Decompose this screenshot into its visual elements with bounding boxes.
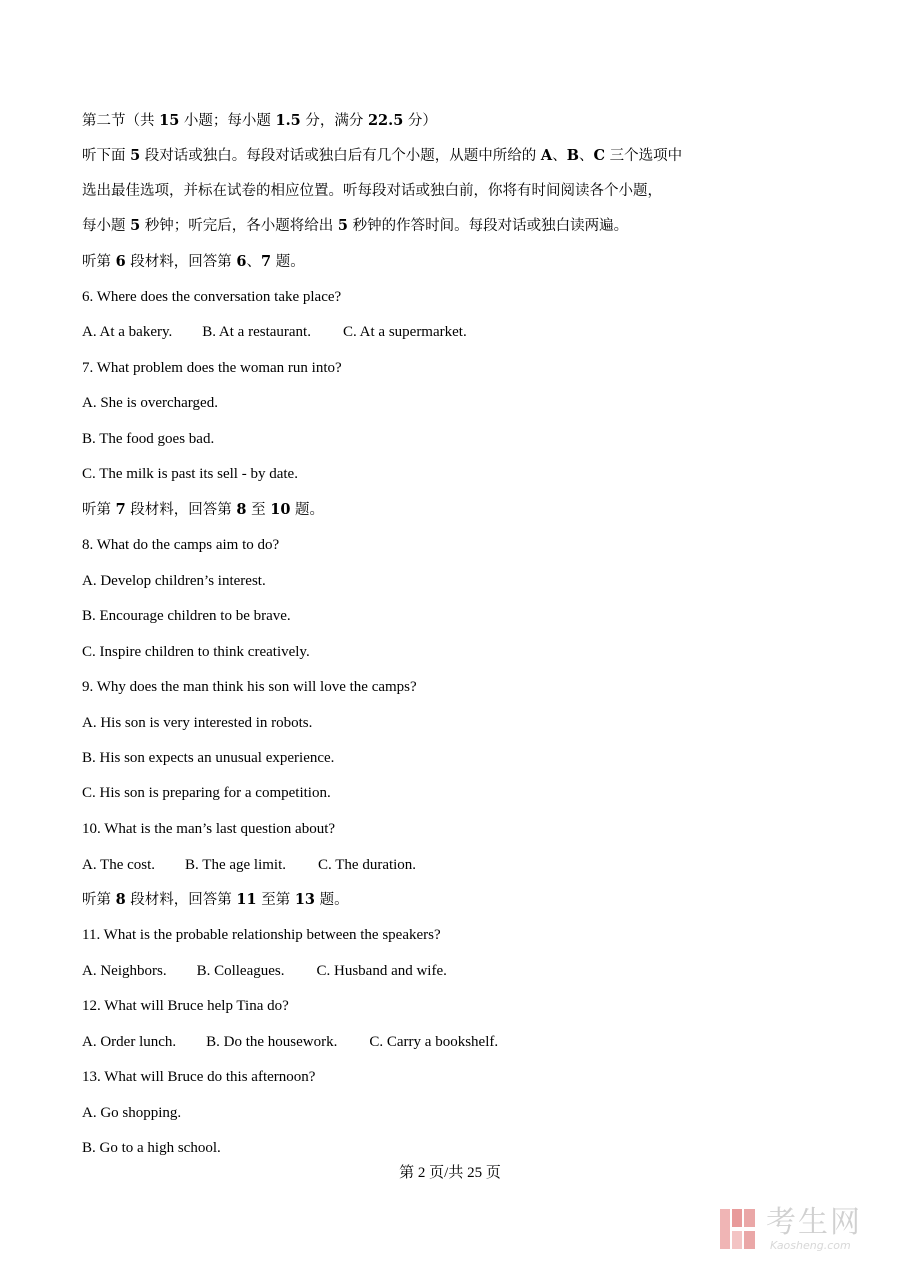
- option-b[interactable]: B. Go to a high school.: [82, 1140, 221, 1156]
- options-row: [82, 322, 467, 342]
- instructions-line-3: 每小题 5 秒钟；听完后，各小题将给出 5 秒钟的作答时间。每段对话或独白读两遍。: [82, 217, 629, 234]
- question-text: 11. What is the probable relationship between the speakers?: [82, 927, 441, 943]
- group-heading: 听第 7 段材料，回答第 8 至 10 题。: [82, 501, 325, 518]
- option-b[interactable]: B. His son expects an unusual experience.: [82, 750, 335, 766]
- option-a[interactable]: A. She is overcharged.: [82, 395, 218, 411]
- option-a[interactable]: A. Neighbors.: [82, 963, 167, 979]
- question-text: 7. What problem does the woman run into?: [82, 360, 342, 376]
- option-c[interactable]: C. At a supermarket.: [342, 324, 467, 340]
- question-text: 9. Why does the man think his son will love the camps?: [82, 679, 417, 695]
- options-row: [82, 961, 447, 981]
- option-b[interactable]: B. Colleagues.: [196, 963, 285, 979]
- option-a[interactable]: A. His son is very interested in robots.: [82, 715, 313, 731]
- question-text: 12. What will Bruce help Tina do?: [82, 998, 289, 1014]
- option-b[interactable]: B. The age limit.: [185, 857, 287, 873]
- question-text: 13. What will Bruce do this afternoon?: [82, 1069, 316, 1085]
- option-c[interactable]: C. The duration.: [318, 857, 417, 873]
- option-c[interactable]: C. His son is preparing for a competition.: [82, 785, 331, 801]
- question-text: 6. Where does the conversation take place?: [82, 289, 342, 305]
- option-b[interactable]: B. The food goes bad.: [82, 431, 215, 447]
- option-c[interactable]: C. Husband and wife.: [316, 963, 447, 979]
- option-c[interactable]: C. Carry a bookshelf.: [369, 1034, 499, 1050]
- options-row: [82, 855, 416, 875]
- group-heading: 听第 6 段材料，回答第 6、7 题。: [82, 253, 305, 270]
- option-a[interactable]: A. The cost.: [82, 857, 156, 873]
- question-text: 10. What is the man’s last question about?: [82, 821, 336, 837]
- option-b[interactable]: B. Do the housework.: [206, 1034, 338, 1050]
- instructions-line-1: 听下面 5 段对话或独白。每段对话或独白后有几个小题，从题中所给的 A、B、C 三个选项中: [82, 147, 683, 164]
- question-text: 8. What do the camps aim to do?: [82, 537, 280, 553]
- option-a[interactable]: A. Order lunch.: [82, 1034, 177, 1050]
- instructions-line-2: 选出最佳选项，并标在试卷的相应位置。听每段对话或独白前，你将有时间阅读各个小题，: [82, 183, 662, 199]
- group-heading: 听第 8 段材料，回答第 11 至第 13 题。: [82, 891, 349, 908]
- option-a[interactable]: A. Develop children’s interest.: [82, 573, 266, 589]
- option-b[interactable]: B. Encourage children to be brave.: [82, 608, 291, 624]
- kaosheng-logo-icon: [718, 1206, 758, 1252]
- option-c[interactable]: C. Inspire children to think creatively.: [82, 644, 310, 660]
- watermark-en-text: Kaosheng.com: [770, 1239, 851, 1252]
- option-b[interactable]: B. At a restaurant.: [202, 324, 311, 340]
- option-a[interactable]: A. At a bakery.: [82, 324, 173, 340]
- option-a[interactable]: A. Go shopping.: [82, 1105, 182, 1121]
- page-number: 第 2 页/共 25 页: [399, 1165, 501, 1181]
- watermark-cn-text: 考生网: [766, 1205, 862, 1240]
- watermark: [718, 1206, 888, 1256]
- option-c[interactable]: C. The milk is past its sell - by date.: [82, 466, 298, 482]
- options-row: [82, 1032, 498, 1052]
- section-header: 第二节（共 15 小题；每小题 1.5 分，满分 22.5 分）: [82, 112, 437, 129]
